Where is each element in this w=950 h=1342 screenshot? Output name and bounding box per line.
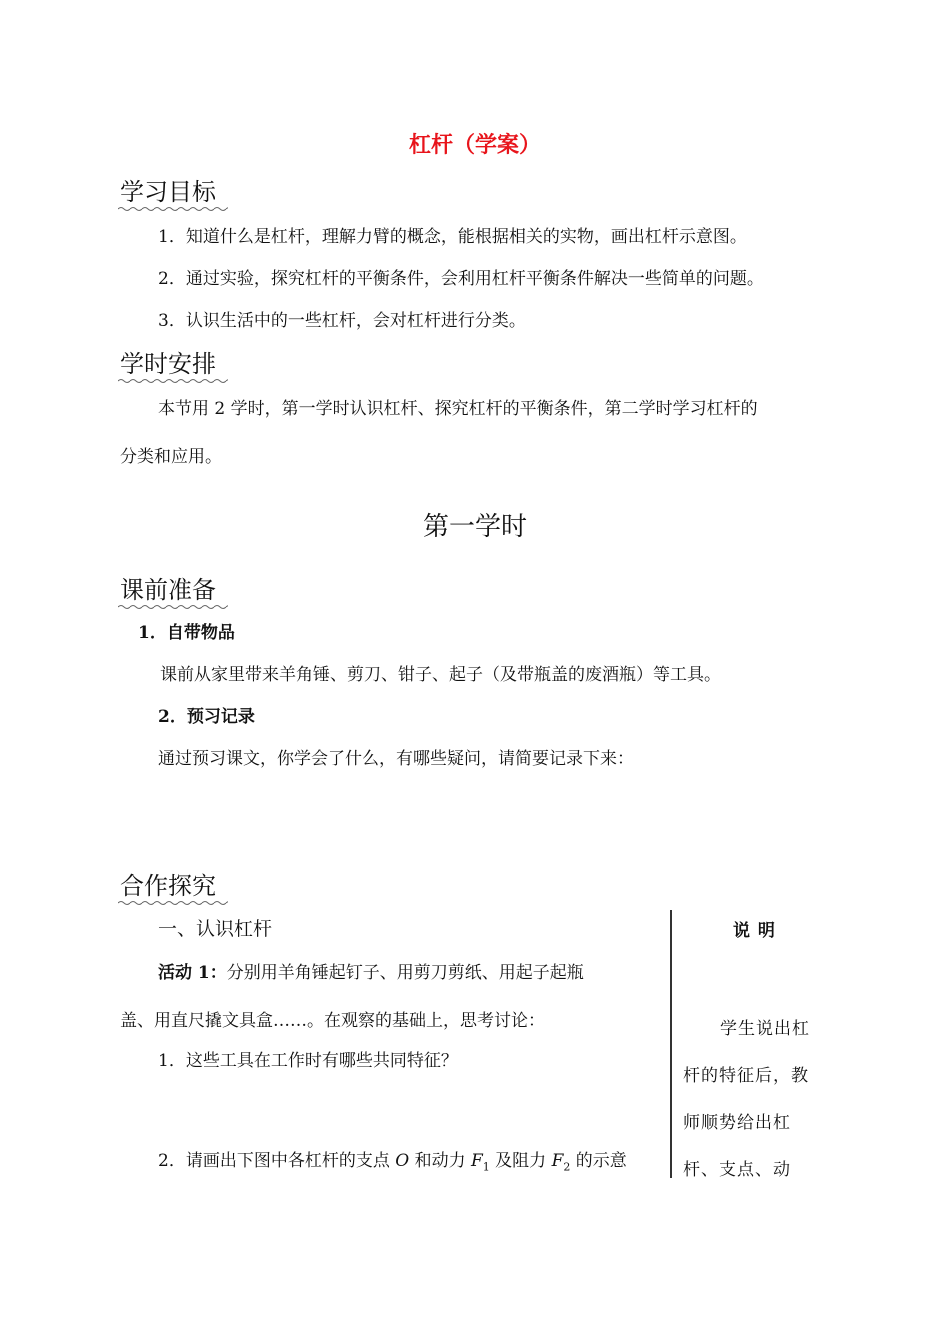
schedule-line-1: 本节用 2 学时，第一学时认识杠杆、探究杠杆的平衡条件，第二学时学习杠杆的 (158, 399, 758, 419)
wavy-underline (118, 206, 228, 214)
prep-item-2-text: 通过预习课文，你学会了什么，有哪些疑问，请简要记录下来： (158, 749, 634, 769)
question-2-text: 和动力 (409, 1151, 471, 1171)
notes-line: 杆的特征后，教 (683, 1066, 809, 1086)
force-symbol: F (470, 1151, 483, 1171)
goal-item-3: 3．认识生活中的一些杠杆，会对杠杆进行分类。 (158, 311, 526, 331)
section-heading-schedule (120, 344, 216, 379)
prep-item-1-text: 课前从家里带来羊角锤、剪刀、钳子、起子（及带瓶盖的废酒瓶）等工具。 (160, 665, 721, 685)
question-2 (158, 1146, 627, 1173)
notes-line: 杆、支点、动 (683, 1160, 791, 1180)
activity-label: 活动 1： (158, 963, 227, 983)
goal-item-1: 1．知道什么是杠杆，理解力臂的概念，能根据相关的实物，画出杠杆示意图。 (158, 227, 747, 247)
document-title: 杠杆（学案） (408, 132, 541, 158)
force-subscript: 1 (482, 1160, 490, 1174)
goal-item-2: 2．通过实验，探究杠杆的平衡条件，会利用杠杆平衡条件解决一些简单的问题。 (158, 269, 764, 289)
question-1: 1．这些工具在工作时有哪些共同特征？ (158, 1051, 458, 1071)
explore-subheading: 一、认识杠杆 (158, 918, 273, 940)
wavy-underline (118, 604, 228, 612)
section-heading-prep (120, 570, 216, 605)
notes-line: 师顺势给出杠 (683, 1113, 791, 1133)
section-heading-text: 学习目标 (120, 178, 216, 206)
question-2-text: 2．请画出下图中各杠杆的支点 (158, 1151, 396, 1171)
question-2-text: 及阻力 (489, 1151, 552, 1171)
activity-text: 分别用羊角锤起钉子、用剪刀剪纸、用起子起瓶 (226, 963, 584, 983)
section-heading-text: 课前准备 (120, 576, 216, 604)
force-subscript: 2 (563, 1160, 571, 1174)
question-2-text: 的示意 (570, 1151, 627, 1171)
column-divider (670, 910, 672, 1178)
notes-header: 说 明 (733, 921, 776, 941)
prep-item-1-label: 1．自带物品 (138, 623, 235, 643)
section-heading-text: 合作探究 (120, 872, 216, 900)
schedule-line-2: 分类和应用。 (120, 447, 222, 467)
force-symbol: F (551, 1151, 564, 1171)
pivot-symbol: O (395, 1151, 410, 1171)
lesson-title: 第一学时 (422, 512, 527, 542)
prep-item-2-label: 2．预习记录 (158, 707, 255, 727)
notes-line: 学生说出杠 (720, 1019, 810, 1039)
section-heading-explore (120, 866, 216, 901)
activity-1-line-2: 盖、用直尺撬文具盒……。在观察的基础上，思考讨论： (120, 1011, 545, 1031)
wavy-underline (118, 900, 228, 908)
section-heading-goals (120, 172, 216, 207)
wavy-underline (118, 378, 228, 386)
section-heading-text: 学时安排 (120, 350, 216, 378)
activity-1-line-1 (158, 958, 584, 983)
